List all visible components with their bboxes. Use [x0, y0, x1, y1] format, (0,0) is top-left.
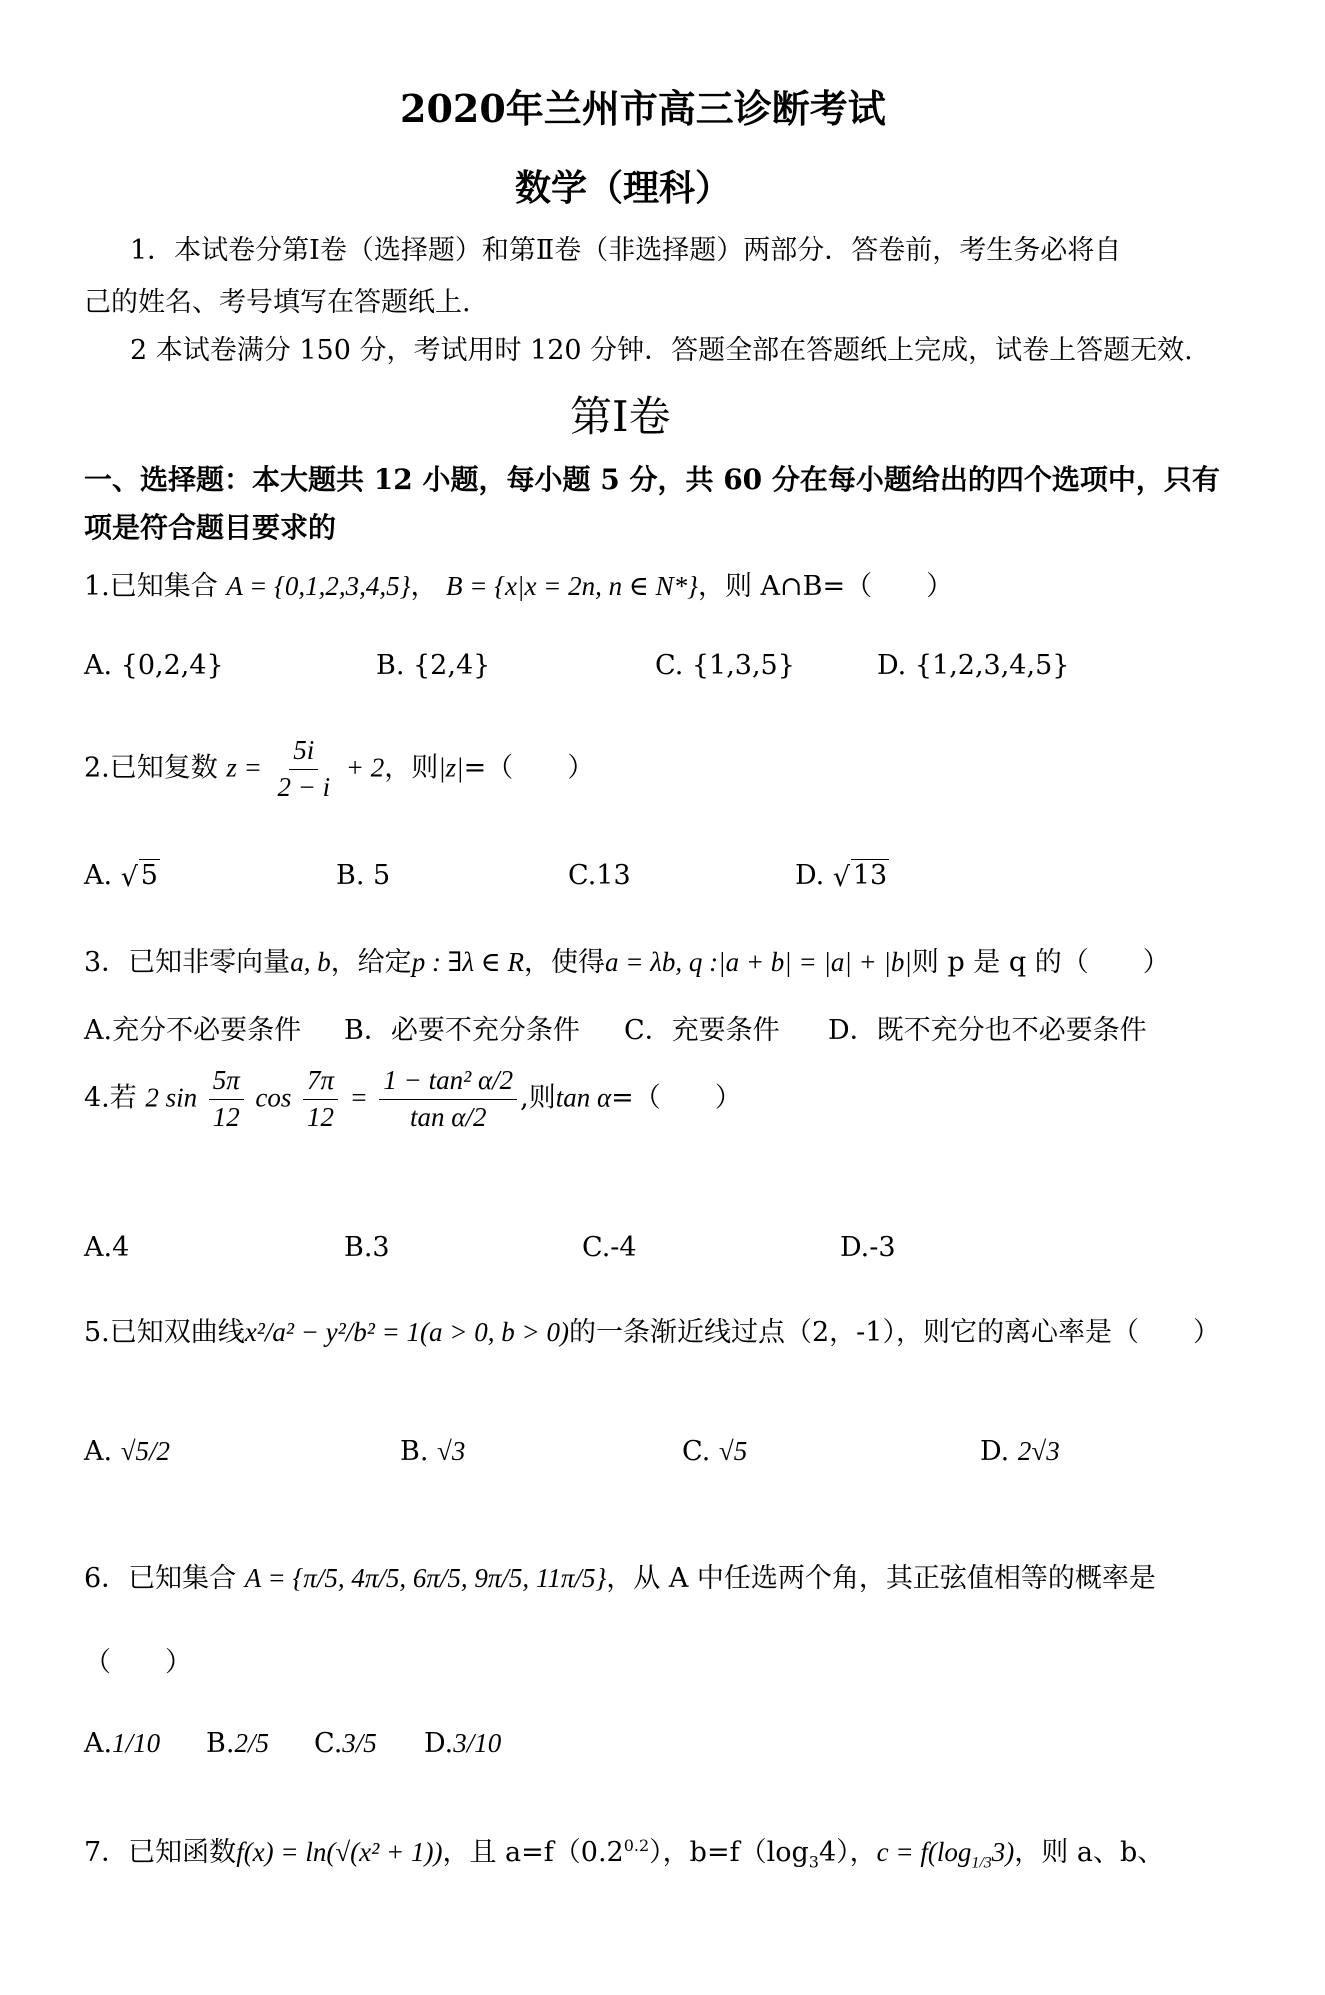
q6-option-a — [84, 1728, 160, 1759]
q3-eq: a = λb, q : — [605, 947, 719, 977]
q4-lhs: 2 sin — [145, 1082, 198, 1113]
q3-prefix: 3．已知非零向量 — [84, 947, 291, 978]
q4-cos: cos — [255, 1082, 292, 1113]
q7-c-end: 3) — [991, 1837, 1015, 1867]
volume-title: 第Ⅰ卷 — [570, 392, 671, 441]
q4-eq: = — [349, 1082, 368, 1113]
q5-option-b-value: √3 — [437, 1436, 466, 1466]
q7-suffix: ，则 a、b、 — [1014, 1837, 1165, 1868]
exam-title: 2020年兰州市高三诊断考试 — [400, 86, 886, 131]
question-2 — [84, 736, 594, 802]
q3-suffix: 则 p 是 q 的（ ） — [911, 947, 1170, 978]
q5-equation: x²/a² − y²/b² = 1(a > 0, b > 0) — [244, 1317, 569, 1347]
q4-tan: tan α — [555, 1082, 612, 1113]
q1-set-a: A = {0,1,2,3,4,5} — [226, 571, 411, 601]
q6-option-d-value: 3/10 — [453, 1728, 502, 1758]
question-5 — [84, 1310, 1220, 1349]
q1-prefix: 1.已知集合 — [84, 571, 218, 602]
q7-prefix: 7．已知函数 — [84, 1837, 237, 1868]
q6-option-a-label: A. — [84, 1728, 113, 1759]
q4-prefix: 4.若 — [84, 1082, 137, 1114]
q6-paren: （ ） — [84, 1647, 192, 1678]
q6-prefix: 6．已知集合 — [84, 1563, 237, 1594]
q2-suffix: ，则 — [384, 752, 439, 784]
question-4 — [84, 1066, 742, 1132]
q6-set: A = {π/5, 4π/5, 6π/5, 9π/5, 11π/5} — [244, 1563, 607, 1593]
q2-fraction — [273, 736, 334, 802]
q4-option-a: A.4 — [84, 1232, 130, 1263]
question-3 — [84, 940, 1170, 979]
q4-fraction-2-den: 12 — [306, 1101, 334, 1132]
instruction-line-3: 2 本试卷满分 150 分，考试用时 120 分钟．答题全部在答题纸上完成，试卷上答题无效. — [130, 335, 1193, 366]
q6-option-b — [206, 1728, 269, 1759]
instruction-line-1: 1．本试卷分第Ⅰ卷（选择题）和第Ⅱ卷（非选择题）两部分．答卷前，考生务必将自 — [130, 235, 1122, 266]
q2-abs: |z| — [438, 752, 464, 783]
q2-option-a — [84, 860, 160, 891]
q4-suffix: ,则 — [520, 1082, 556, 1114]
q6-option-d — [424, 1728, 501, 1759]
q3-vectors: a, b — [290, 947, 331, 977]
q2-end: =（ ） — [463, 752, 595, 784]
q4-big-fraction-den: tan α/2 — [410, 1101, 487, 1132]
q5-option-a-value: √5/2 — [120, 1436, 171, 1466]
instruction-line-2: 己的姓名、考号填写在答题纸上. — [84, 287, 471, 318]
q3-option-a: A.充分不必要条件 — [84, 1015, 302, 1046]
q6-option-c-label: C. — [314, 1728, 343, 1759]
q7-mid: ，且 a=f（0.2 — [442, 1837, 624, 1868]
q4-option-d: D.-3 — [840, 1232, 896, 1263]
q5-option-d-value: 2√3 — [1017, 1436, 1060, 1466]
q7-mid2: ），b=f（log — [649, 1837, 809, 1868]
q4-option-b: B.3 — [344, 1232, 390, 1263]
q1-sep: ， — [410, 571, 438, 602]
q4-fraction-2 — [303, 1066, 338, 1132]
q6-option-a-value: 1/10 — [112, 1728, 161, 1758]
q3-mid1: ，给定 — [330, 947, 412, 978]
q2-option-d-label: D. — [795, 860, 825, 891]
q2-option-d — [795, 860, 889, 891]
section-heading-line-1: 一、选择题：本大题共 12 小题，每小题 5 分，共 60 分在每小题给出的四个选项中，只有 — [84, 463, 1220, 496]
q5-option-c-value: √5 — [718, 1436, 748, 1466]
q2-option-d-radicand: 13 — [852, 860, 888, 891]
q4-option-c: C.-4 — [582, 1232, 637, 1263]
q4-fraction-1-den: 12 — [212, 1101, 240, 1132]
q5-option-a — [84, 1436, 170, 1467]
q3-abs-eq: |a + b| = |a| + |b| — [718, 947, 912, 977]
exam-subtitle: 数学（理科） — [515, 167, 732, 209]
section-heading-line-2: 项是符合题目要求的 — [84, 511, 337, 544]
q3-mid2: ，使得 — [524, 947, 605, 978]
q1-suffix: ，则 A∩B=（ ） — [697, 571, 954, 602]
q4-big-fraction — [379, 1066, 517, 1132]
q7-mid3: 4）， — [818, 1837, 877, 1868]
q2-option-a-label: A. — [84, 860, 113, 891]
q2-option-b: B. 5 — [336, 860, 391, 891]
q1-option-a: A. {0,2,4} — [84, 650, 224, 681]
q6-option-b-label: B. — [206, 1728, 235, 1759]
q1-option-c: C. {1,3,5} — [655, 650, 795, 681]
q2-z: z = — [226, 752, 262, 783]
q3-option-d: D．既不充分也不必要条件 — [828, 1015, 1147, 1046]
q4-fraction-1-num: 5π — [209, 1066, 244, 1100]
q4-end: =（ ） — [611, 1082, 742, 1114]
q2-fraction-den: 2 − i — [277, 771, 331, 802]
q5-option-b-label: B. — [400, 1436, 429, 1467]
q5-option-d — [980, 1436, 1060, 1467]
question-6 — [84, 1556, 1156, 1595]
radical-icon: √ — [120, 862, 138, 893]
q5-option-a-label: A. — [84, 1436, 113, 1467]
q3-option-c: C．充要条件 — [624, 1015, 780, 1046]
q7-c: c = f(log — [876, 1837, 972, 1867]
q2-option-d-sqrt — [833, 860, 889, 891]
q2-option-a-sqrt — [121, 860, 160, 891]
q5-option-b — [400, 1436, 465, 1467]
q6-option-c-value: 3/5 — [342, 1728, 377, 1758]
q7-function: f(x) = ln(√(x² + 1)) — [236, 1837, 443, 1867]
q6-option-b-value: 2/5 — [234, 1728, 269, 1758]
q4-fraction-2-num: 7π — [303, 1066, 338, 1100]
q6-option-d-label: D. — [424, 1728, 454, 1759]
q5-prefix: 5.已知双曲线 — [84, 1317, 245, 1348]
q5-option-c — [682, 1436, 747, 1467]
q3-option-b: B．必要不充分条件 — [344, 1015, 580, 1046]
question-1 — [84, 564, 953, 603]
q1-set-b: B = {x|x = 2n, n ∈ N*} — [446, 571, 698, 601]
q5-option-d-label: D. — [980, 1436, 1010, 1467]
q5-suffix: 的一条渐近线过点（2，-1），则它的离心率是（ ） — [568, 1317, 1220, 1348]
q4-fraction-1 — [209, 1066, 244, 1132]
q1-option-b: B. {2,4} — [376, 650, 491, 681]
q3-p: p : ∃λ ∈ R — [411, 947, 524, 977]
q6-suffix: ，从 A 中任选两个角，其正弦值相等的概率是 — [606, 1563, 1156, 1594]
q2-plus: + 2 — [345, 752, 385, 783]
q4-big-fraction-num: 1 − tan² α/2 — [379, 1066, 517, 1100]
q2-option-c: C.13 — [568, 860, 631, 891]
q7-c-base: 1/3 — [971, 1854, 992, 1872]
question-7 — [84, 1830, 1164, 1872]
q2-prefix: 2.已知复数 — [84, 752, 218, 784]
q7-log-base: 3 — [808, 1852, 819, 1872]
radical-icon: √ — [832, 862, 851, 893]
q7-exponent: 0.2 — [623, 1836, 650, 1855]
q2-fraction-num: 5i — [289, 736, 318, 770]
q5-option-c-label: C. — [682, 1436, 711, 1467]
q1-option-d: D. {1,2,3,4,5} — [877, 650, 1070, 681]
q6-option-c — [314, 1728, 377, 1759]
q2-option-a-radicand: 5 — [140, 860, 158, 891]
